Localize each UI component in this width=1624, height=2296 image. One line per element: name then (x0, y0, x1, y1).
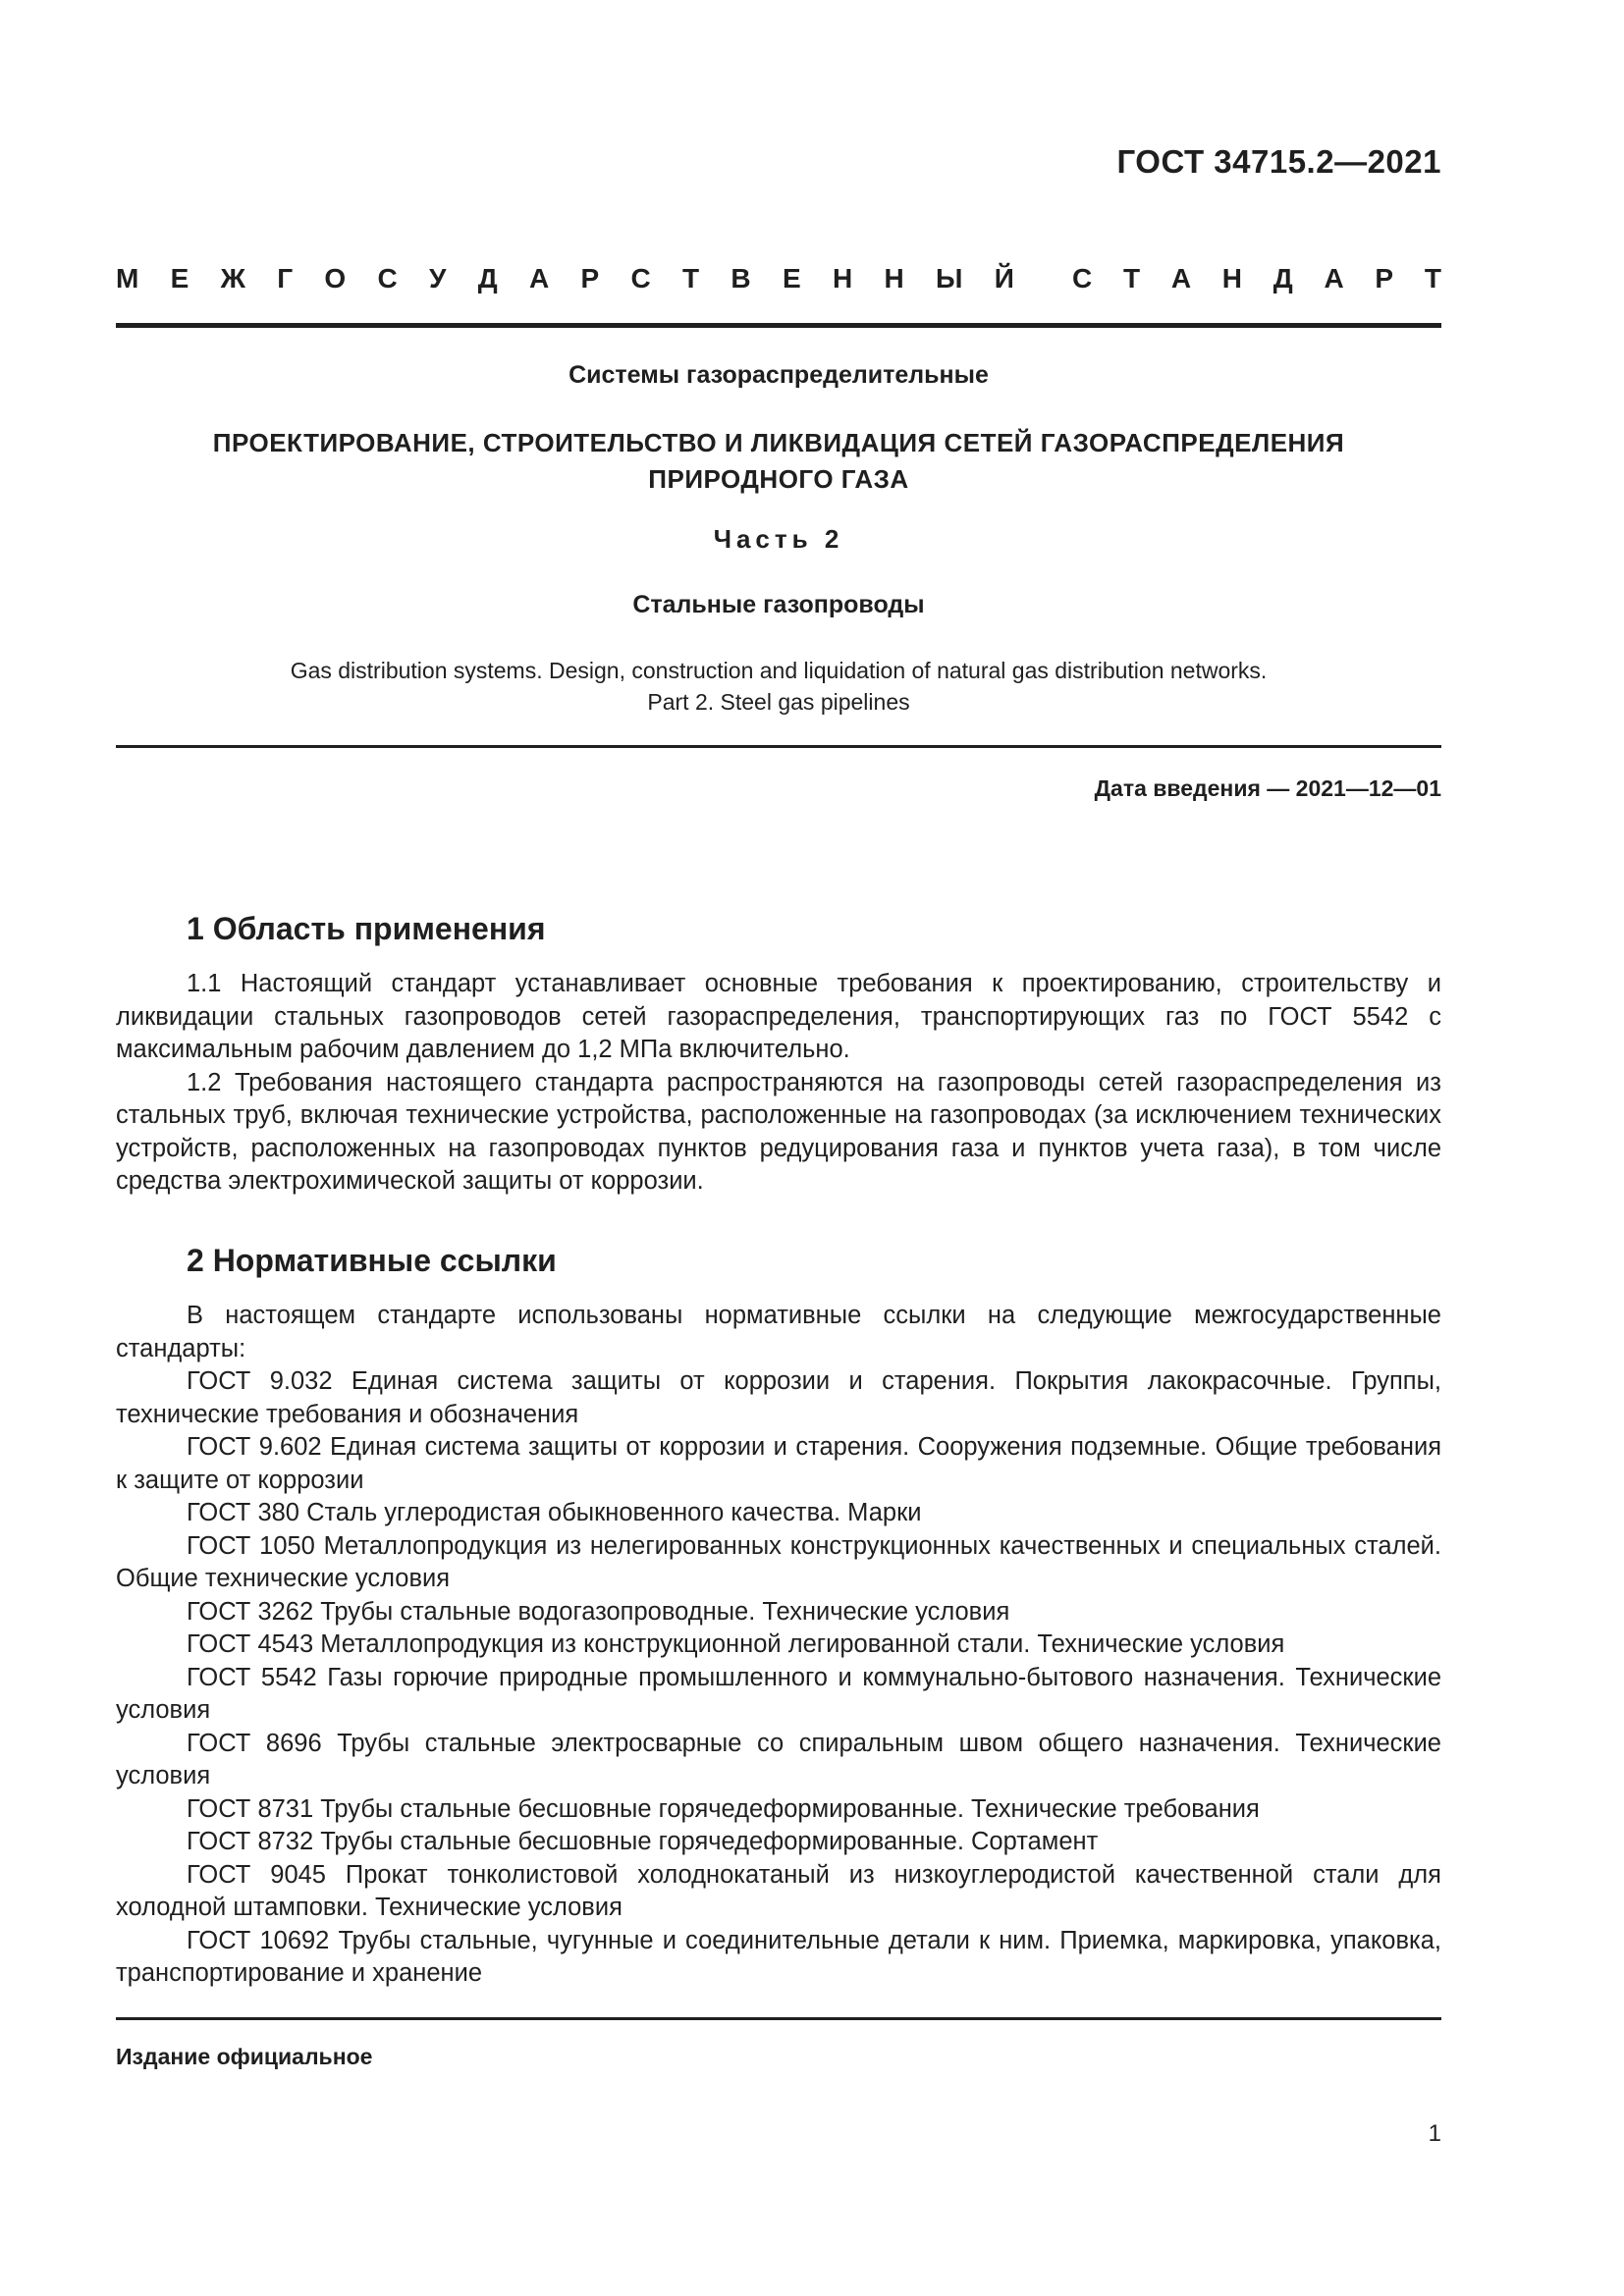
spaced-letter: С (630, 263, 651, 294)
spaced-letter: В (731, 263, 751, 294)
spaced-letter: Д (477, 263, 498, 294)
paragraph-1-2: 1.2 Требования настоящего стандарта распространяются на газопроводы сетей газораспределения из стальных труб, включая технические устройства, расположенные на газопроводах (за исключением технических устройств, расположенных на газопроводах пунктов редуцирования газа и пунктов учета газа), в том числе средства электрохимической защиты от коррозии. (116, 1068, 1441, 1195)
spaced-letter: Й (994, 263, 1014, 294)
standard-type-word-2 (1072, 263, 1441, 294)
section-1-body (116, 968, 1441, 1199)
spaced-letter: Е (782, 263, 801, 294)
spaced-letter: С (377, 263, 398, 294)
part-title: Стальные газопроводы (632, 591, 925, 618)
spaced-letter: Е (170, 263, 189, 294)
spaced-letter: Т (1424, 263, 1441, 294)
middle-divider (116, 745, 1441, 748)
document-subtitle: Системы газораспределительные (568, 361, 989, 389)
reference-item: ГОСТ 3262 Трубы стальные водогазопроводные. Технические условия (187, 1597, 1010, 1626)
spaced-letter: Т (682, 263, 700, 294)
spaced-letter: Т (1122, 263, 1141, 294)
spaced-letter: Р (580, 263, 600, 294)
reference-item: ГОСТ 5542 Газы горючие природные промышленного и коммунально-бытового назначения. Технические условия (116, 1663, 1441, 1724)
top-divider (116, 323, 1441, 328)
section-2-heading: 2 Нормативные ссылки (187, 1243, 557, 1278)
section-2-body (116, 1300, 1441, 1991)
spaced-letter: Р (1375, 263, 1394, 294)
spaced-letter: М (116, 263, 139, 294)
spaced-letter: О (324, 263, 347, 294)
spaced-letter: Д (1272, 263, 1293, 294)
document-main-title (116, 425, 1441, 498)
introduction-date: Дата введения — 2021—12—01 (1094, 775, 1441, 801)
page-number: 1 (1428, 2120, 1441, 2147)
standard-type-word-1 (116, 263, 1014, 294)
spaced-letter: С (1072, 263, 1093, 294)
spaced-letter: Г (277, 263, 294, 294)
main-title-line-2: ПРИРОДНОГО ГАЗА (648, 464, 909, 494)
bottom-divider (116, 2017, 1441, 2020)
spaced-letter: У (429, 263, 447, 294)
english-title (116, 655, 1441, 718)
spaced-letter: Н (884, 263, 904, 294)
spaced-letter: Н (1221, 263, 1243, 294)
section-2-intro: В настоящем стандарте использованы нормативные ссылки на следующие межгосударственные стандарты: (116, 1302, 1441, 1362)
spaced-letter: А (1170, 263, 1192, 294)
spaced-letter: Н (832, 263, 853, 294)
reference-item: ГОСТ 9.602 Единая система защиты от коррозии и старения. Сооружения подземные. Общие требования к защите от коррозии (116, 1433, 1441, 1494)
english-title-line-2: Part 2. Steel gas pipelines (647, 689, 910, 715)
spaced-letter: А (1324, 263, 1344, 294)
english-title-line-1: Gas distribution systems. Design, construction and liquidation of natural gas distribution networks. (290, 658, 1268, 683)
edition-note: Издание официальное (116, 2044, 373, 2069)
spaced-letter: А (528, 263, 550, 294)
reference-item: ГОСТ 1050 Металлопродукция из нелегированных конструкционных качественных и специальных сталей. Общие технические условия (116, 1531, 1441, 1592)
paragraph-1-1: 1.1 Настоящий стандарт устанавливает основные требования к проектированию, строительству и ликвидации стальных газопроводов сетей газораспределения, транспортирующих газ по ГОСТ 5542 с максимальным рабочим давлением до 1,2 МПа включительно. (116, 970, 1441, 1063)
standard-type-line (116, 263, 1441, 294)
reference-item: ГОСТ 9045 Прокат тонколистовой холоднокатаный из низкоуглеродистой качественной стали для холодной штамповки. Технические условия (116, 1860, 1441, 1921)
reference-item: ГОСТ 4543 Металлопродукция из конструкционной легированной стали. Технические условия (187, 1630, 1285, 1658)
main-title-line-1: ПРОЕКТИРОВАНИЕ, СТРОИТЕЛЬСТВО И ЛИКВИДАЦИЯ СЕТЕЙ ГАЗОРАСПРЕДЕЛЕНИЯ (212, 428, 1345, 457)
reference-item: ГОСТ 8731 Трубы стальные бесшовные горячедеформированные. Технические требования (187, 1794, 1260, 1823)
reference-item: ГОСТ 9.032 Единая система защиты от коррозии и старения. Покрытия лакокрасочные. Группы, технические требования и обозначения (116, 1367, 1441, 1428)
part-label: Часть 2 (713, 524, 844, 554)
reference-item: ГОСТ 8732 Трубы стальные бесшовные горячедеформированные. Сортамент (187, 1828, 1099, 1855)
section-1-heading: 1 Область применения (187, 911, 546, 946)
spaced-letter: Ы (936, 263, 963, 294)
reference-item: ГОСТ 380 Сталь углеродистая обыкновенного качества. Марки (187, 1499, 922, 1526)
document-code: ГОСТ 34715.2—2021 (1116, 143, 1441, 180)
spaced-letter: Ж (220, 263, 245, 294)
reference-item: ГОСТ 8696 Трубы стальные электросварные со спиральным швом общего назначения. Технические условия (116, 1729, 1441, 1789)
reference-item: ГОСТ 10692 Трубы стальные, чугунные и соединительные детали к ним. Приемка, маркировка, упаковка, транспортирование и хранение (116, 1926, 1441, 1987)
